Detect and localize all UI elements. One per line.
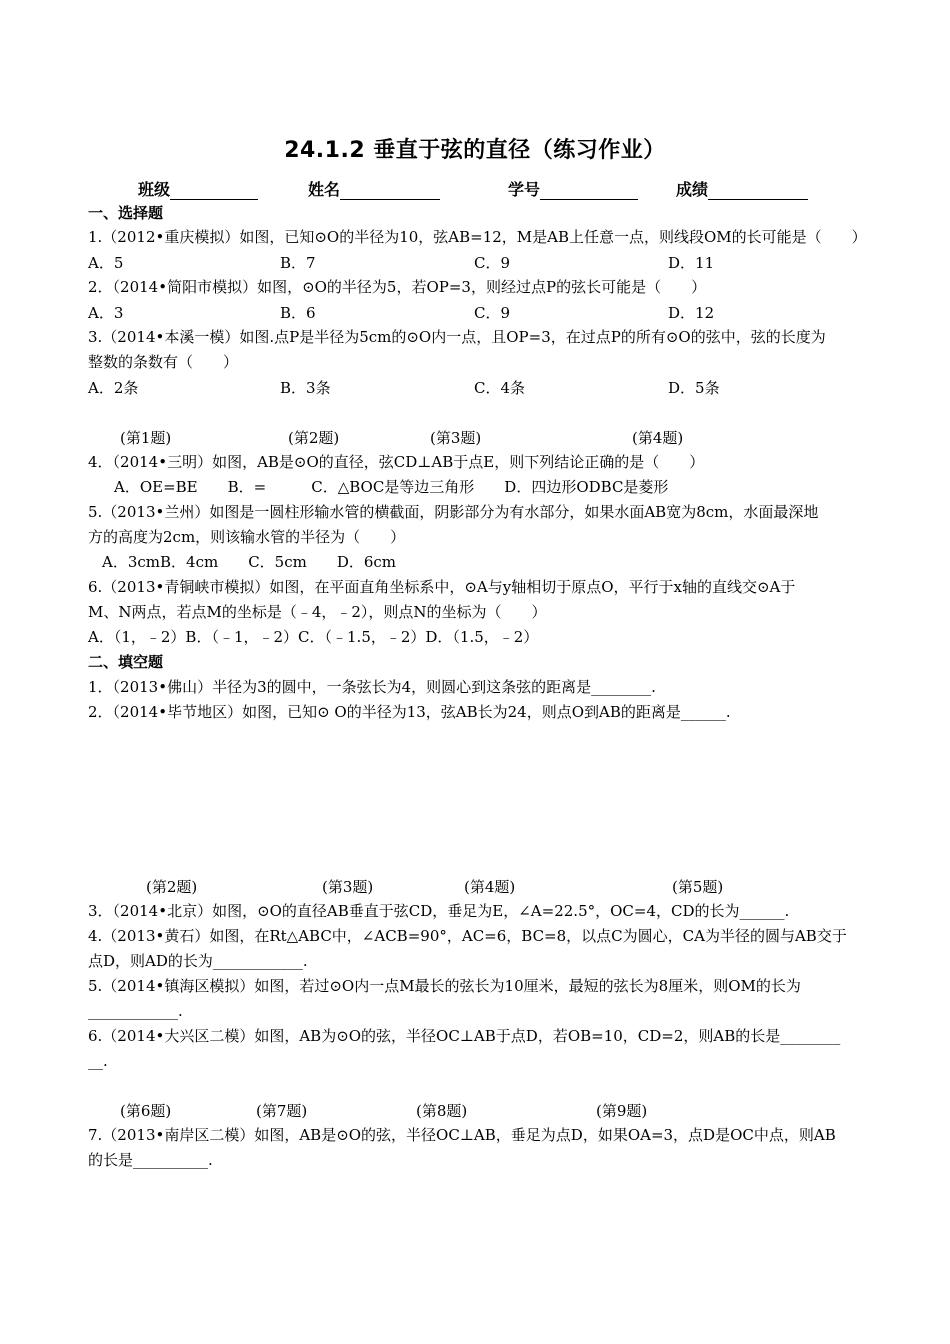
option-a: A．5 — [88, 254, 124, 272]
fill-question-5-cont: ____________. — [88, 1002, 183, 1020]
page-title: 24.1.2 垂直于弦的直径（练习作业） — [284, 138, 666, 163]
section-heading-choice: 一、选择题 — [88, 204, 164, 222]
question-3-text-cont: 整数的条数有（ ） — [88, 353, 239, 371]
fill-question-1: 1．（2013•佛山）半径为3的圆中，一条弦长为4，则圆心到这条弦的距离是________. — [88, 678, 656, 696]
class-field — [138, 177, 258, 200]
figure-caption: (第3题) — [430, 429, 482, 447]
question-4-options: A．OE=BE B．= C．△BOC是等边三角形 D．四边形ODBC是菱形 — [114, 478, 669, 496]
fill-question-4-cont: 点D，则AD的长为____________. — [88, 952, 308, 970]
score-blank — [708, 182, 808, 200]
figure-captions-row-2 — [146, 876, 906, 896]
figure-captions-row-1 — [120, 427, 880, 447]
question-3-options — [88, 377, 868, 397]
figure-caption: (第2题) — [146, 878, 198, 896]
option-c: C．9 — [474, 254, 511, 272]
score-label: 成绩 — [676, 180, 709, 199]
fill-question-7: 7.（2013•南岸区二模）如图，AB是⊙O的弦，半径OC⊥AB，垂足为点D，如果OA=3，点D是OC中点，则AB — [88, 1126, 836, 1144]
fill-question-5: 5.（2014•镇海区模拟）如图，若过⊙O内一点M最长的弦长为10厘米，最短的弦长为8厘米，则OM的长为 — [88, 977, 801, 995]
student-info-row — [138, 177, 838, 201]
figure-captions-row-3 — [120, 1100, 880, 1120]
question-5-options: A．3cmB．4cm C．5cm D．6cm — [102, 553, 397, 571]
question-6-options: A．（1，﹣2）B．（﹣1，﹣2）C．（﹣1.5，﹣2）D．（1.5，﹣2） — [88, 628, 539, 646]
fill-question-4: 4.（2013•黄石）如图，在Rt△ABC中，∠ACB=90°，AC=6，BC=8，以点C为圆心，CA为半径的圆与AB交于 — [88, 927, 847, 945]
id-label: 学号 — [508, 180, 541, 199]
question-6-text-cont: M、N两点，若点M的坐标是（﹣4，﹣2），则点N的坐标为（ ） — [88, 603, 547, 621]
question-2-options — [88, 302, 868, 322]
question-1-options — [88, 252, 868, 272]
question-3-text: 3.（2014•本溪一模）如图.点P是半径为5cm的⊙O内一点，且OP=3，在过点P的所有⊙O的弦中，弦的长度为 — [88, 328, 826, 346]
option-d: D．5条 — [668, 379, 720, 397]
option-a: A．2条 — [88, 379, 139, 397]
question-2-text: 2．（2014•简阳市模拟）如图，⊙O的半径为5，若OP=3，则经过点P的弦长可能是（ ） — [88, 278, 707, 296]
fill-question-2: 2．（2014•毕节地区）如图，已知⊙ O的半径为13，弦AB长为24，则点O到AB的距离是______. — [88, 703, 731, 721]
id-field — [508, 177, 638, 200]
name-label: 姓名 — [308, 180, 341, 199]
figure-caption: (第9题) — [596, 1102, 648, 1120]
id-blank — [540, 182, 638, 200]
figure-caption: (第2题) — [288, 429, 340, 447]
fill-question-6-cont: __. — [88, 1052, 108, 1070]
option-c: C．9 — [474, 304, 511, 322]
fill-question-7-cont: 的长是__________. — [88, 1151, 213, 1169]
figure-caption: (第6题) — [120, 1102, 172, 1120]
option-b: B．3条 — [280, 379, 331, 397]
score-field — [676, 177, 808, 200]
option-d: D．11 — [668, 254, 715, 272]
option-b: B．6 — [280, 304, 316, 322]
question-5-text-cont: 方的高度为2cm，则该输水管的半径为（ ） — [88, 528, 406, 546]
figure-caption: (第4题) — [464, 878, 516, 896]
option-c: C．4条 — [474, 379, 526, 397]
figure-caption: (第5题) — [672, 878, 724, 896]
option-d: D．12 — [668, 304, 715, 322]
figure-caption: (第7题) — [256, 1102, 308, 1120]
question-4-text: 4．（2014•三明）如图，AB是⊙O的直径，弦CD⊥AB于点E，则下列结论正确的是（ ） — [88, 453, 705, 471]
option-b: B．7 — [280, 254, 316, 272]
option-a: A．3 — [88, 304, 124, 322]
section-heading-fill: 二、填空题 — [88, 653, 164, 671]
question-5-text: 5.（2013•兰州）如图是一圆柱形输水管的横截面，阴影部分为有水部分，如果水面AB宽为8cm，水面最深地 — [88, 503, 819, 521]
figure-caption: (第3题) — [322, 878, 374, 896]
figure-caption: (第4题) — [632, 429, 684, 447]
fill-question-6: 6.（2014•大兴区二模）如图，AB为⊙O的弦，半径OC⊥AB于点D，若OB=10，CD=2，则AB的长是________ — [88, 1027, 841, 1045]
name-blank — [340, 182, 440, 200]
question-6-text: 6.（2013•青铜峡市模拟）如图，在平面直角坐标系中，⊙A与y轴相切于原点O，平行于x轴的直线交⊙A于 — [88, 578, 796, 596]
fill-question-3: 3．（2014•北京）如图，⊙O的直径AB垂直于弦CD，垂足为E，∠A=22.5°，OC=4，CD的长为______. — [88, 902, 790, 920]
question-1-text: 1.（2012•重庆模拟）如图，已知⊙O的半径为10，弦AB=12，M是AB上任意一点，则线段OM的长可能是（ ） — [88, 228, 867, 246]
figure-caption: (第1题) — [120, 429, 172, 447]
class-label: 班级 — [138, 180, 171, 199]
class-blank — [170, 182, 258, 200]
name-field — [308, 177, 440, 200]
figure-caption: (第8题) — [416, 1102, 468, 1120]
